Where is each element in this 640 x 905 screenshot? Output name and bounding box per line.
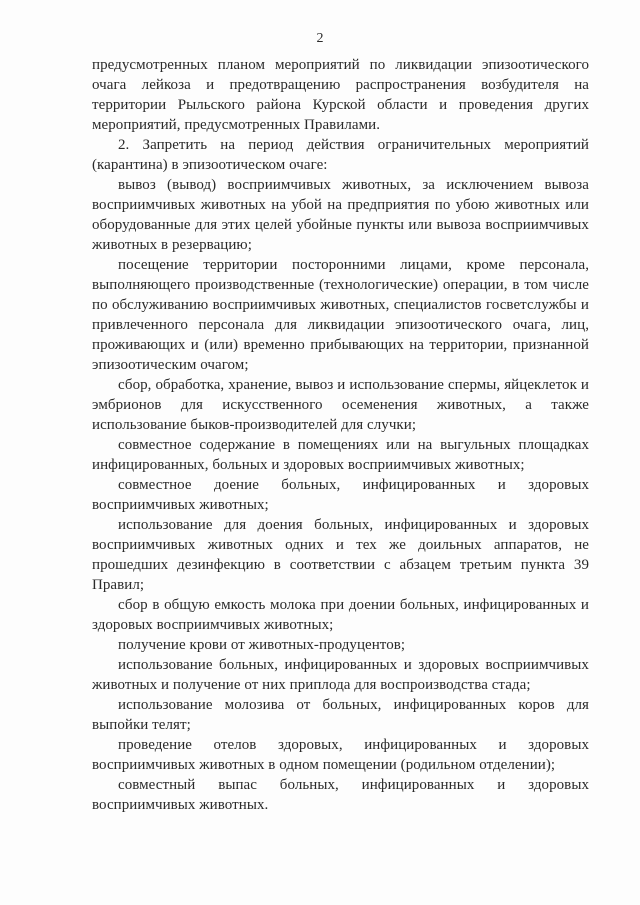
document-body [92,55,589,815]
paragraph-grazing: совместный выпас больных, инфицированных и здоровых восприимчивых животных. [92,777,589,813]
paragraph-visitors: посещение территории посторонними лицами, кроме персонала, выполняющего производственные (технологические) операции, в том числе по обслуживанию восприимчивых животных, специалистов госветслужбы и привлеченного персонала для ликвидации эпизоотического очага, лиц, проживающих и (или) временно прибывающих на территории, признанной эпизоотическим очагом; [92,257,589,373]
paragraph-milk-collection: сбор в общую емкость молока при доении больных, инфицированных и здоровых восприимчивых животных; [92,597,589,633]
paragraph-joint-milking: совместное доение больных, инфицированных и здоровых восприимчивых животных; [92,477,589,513]
paragraph-milking-equipment: использование для доения больных, инфицированных и здоровых восприимчивых животных одних и тех же доильных аппаратов, не прошедших дезинфекцию в соответствии с абзацем третьим пункта 39 Правил; [92,517,589,593]
paragraph-blood-collection: получение крови от животных-продуцентов; [118,637,406,653]
paragraph-continuation: предусмотренных планом мероприятий по ликвидации эпизоотического очага лейкоза и предотвращению распространения возбудителя на территории Рыльского района Курской области и проведения других мероприятий, предусмотренных Правилами. [92,57,589,133]
paragraph-joint-keeping: совместное содержание в помещениях или на выгульных площадках инфицированных, больных и здоровых восприимчивых животных; [92,437,589,473]
paragraph-sperm-collection: сбор, обработка, хранение, вывоз и использование спермы, яйцеклеток и эмбрионов для искусственного осеменения животных, а также использование быков-производителей для случки; [92,377,589,433]
page-number: 2 [316,31,324,46]
paragraph-prohibition-intro: 2. Запретить на период действия ограничительных мероприятий (карантина) в эпизоотическом очаге: [92,137,589,173]
paragraph-colostrum: использование молозива от больных, инфицированных коров для выпойки телят; [92,697,589,733]
paragraph-calving: проведение отелов здоровых, инфицированных и здоровых восприимчивых животных в одном помещении (родильном отделении); [92,737,589,773]
paragraph-animal-export: вывоз (вывод) восприимчивых животных, за исключением вывоза восприимчивых животных на убой на предприятия по убою животных или оборудованные для этих целей убойные пункты или вывоза восприимчивых животных в резервацию; [92,177,589,253]
paragraph-breeding: использование больных, инфицированных и здоровых восприимчивых животных и получение от них приплода для воспроизводства стада; [92,657,589,693]
